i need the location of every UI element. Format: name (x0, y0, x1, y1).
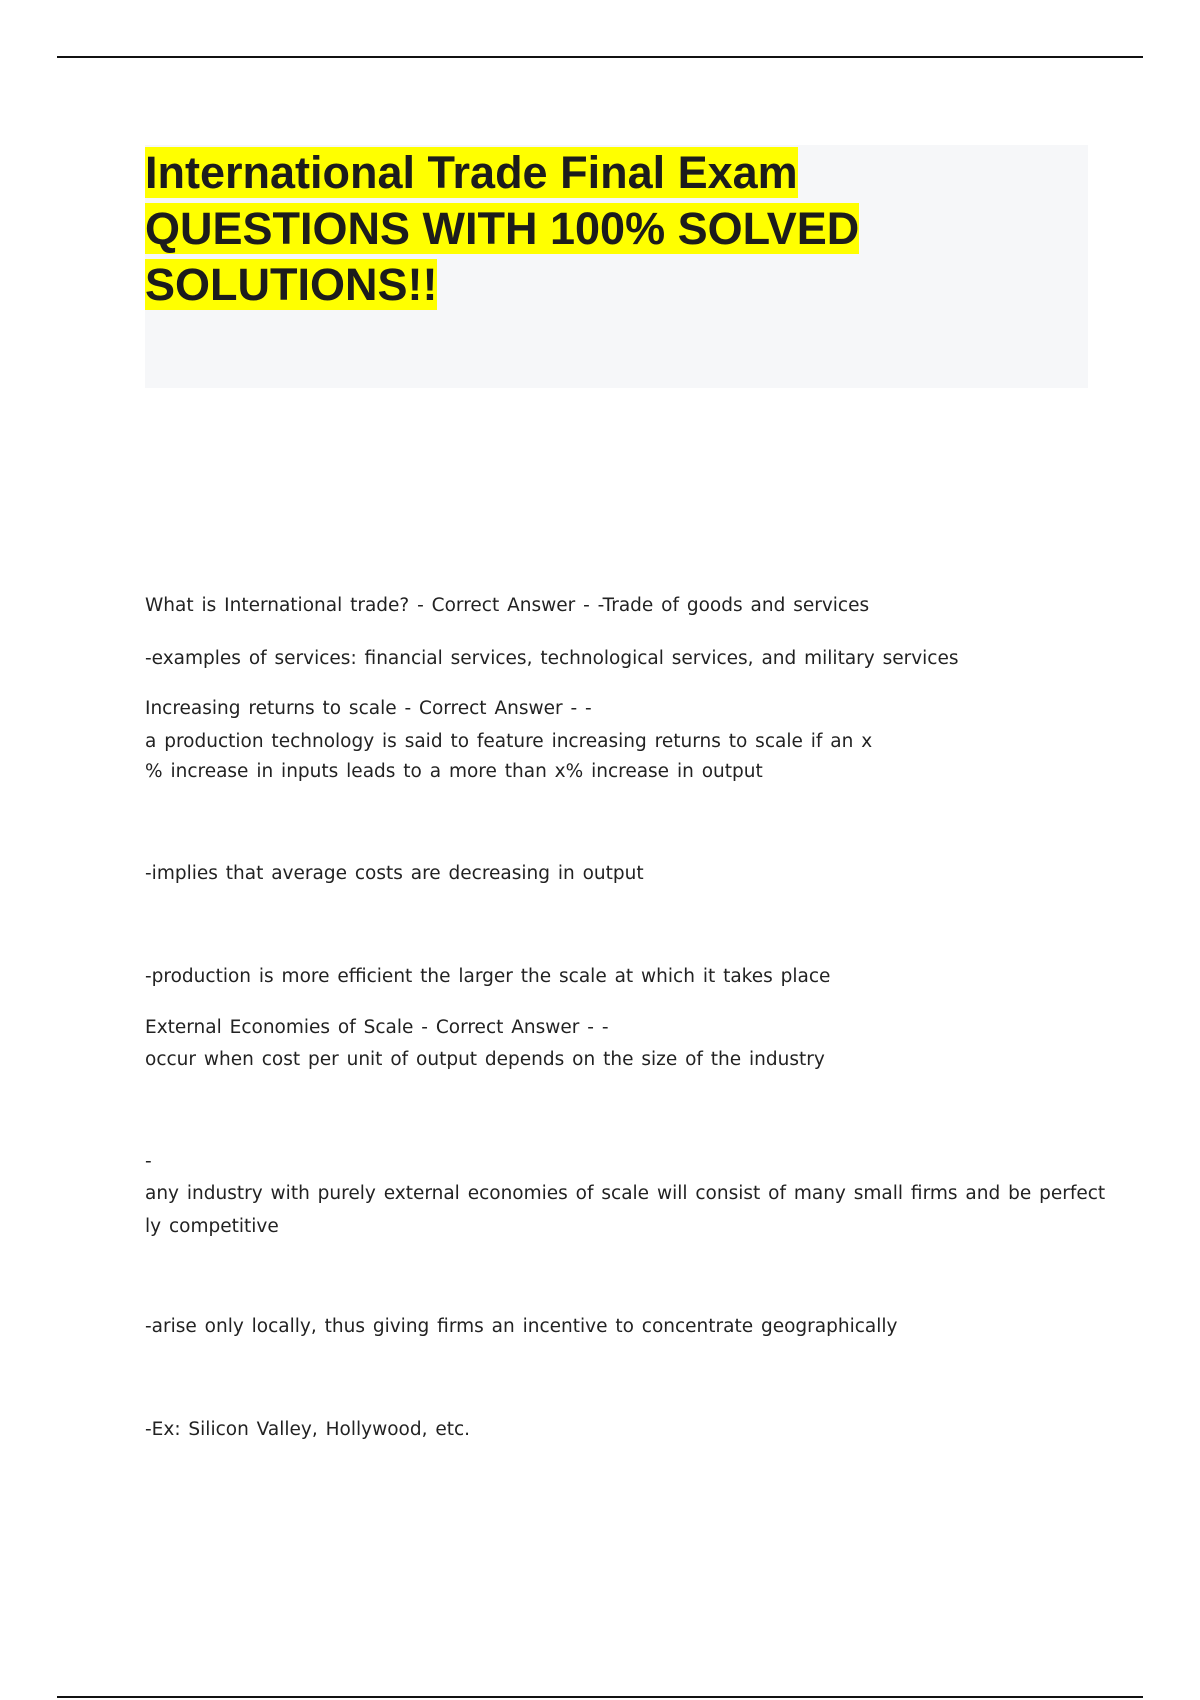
text-line: -production is more efficient the larger the scale at which it takes place (145, 966, 831, 987)
text-line: What is International trade? - Correct Answer - -Trade of goods and services (145, 595, 870, 616)
text-line: % increase in inputs leads to a more than x% increase in output (145, 761, 763, 782)
title-highlight: International Trade Final Exam QUESTIONS WITH 100% SOLVED SOLUTIONS!! (145, 147, 860, 310)
text-line: -implies that average costs are decreasing in output (145, 863, 644, 884)
text-line: -arise only locally, thus giving firms an incentive to concentrate geographically (145, 1316, 898, 1337)
title-block (145, 145, 1088, 388)
text-line: Increasing returns to scale - Correct Answer - - (145, 698, 592, 719)
text-line: -examples of services: financial services, technological services, and military services (145, 648, 959, 669)
document-title (145, 145, 1075, 313)
text-line: a production technology is said to feature increasing returns to scale if an x (145, 731, 873, 752)
bottom-rule (57, 1696, 1143, 1698)
text-line: ly competitive (145, 1216, 279, 1237)
text-line: -Ex: Silicon Valley, Hollywood, etc. (145, 1419, 471, 1440)
text-line: - (145, 1151, 152, 1172)
top-rule (57, 56, 1143, 58)
text-line: any industry with purely external economies of scale will consist of many small firms and be perfect (145, 1183, 1106, 1204)
text-line: External Economies of Scale - Correct Answer - - (145, 1017, 609, 1038)
text-line: occur when cost per unit of output depends on the size of the industry (145, 1049, 825, 1070)
